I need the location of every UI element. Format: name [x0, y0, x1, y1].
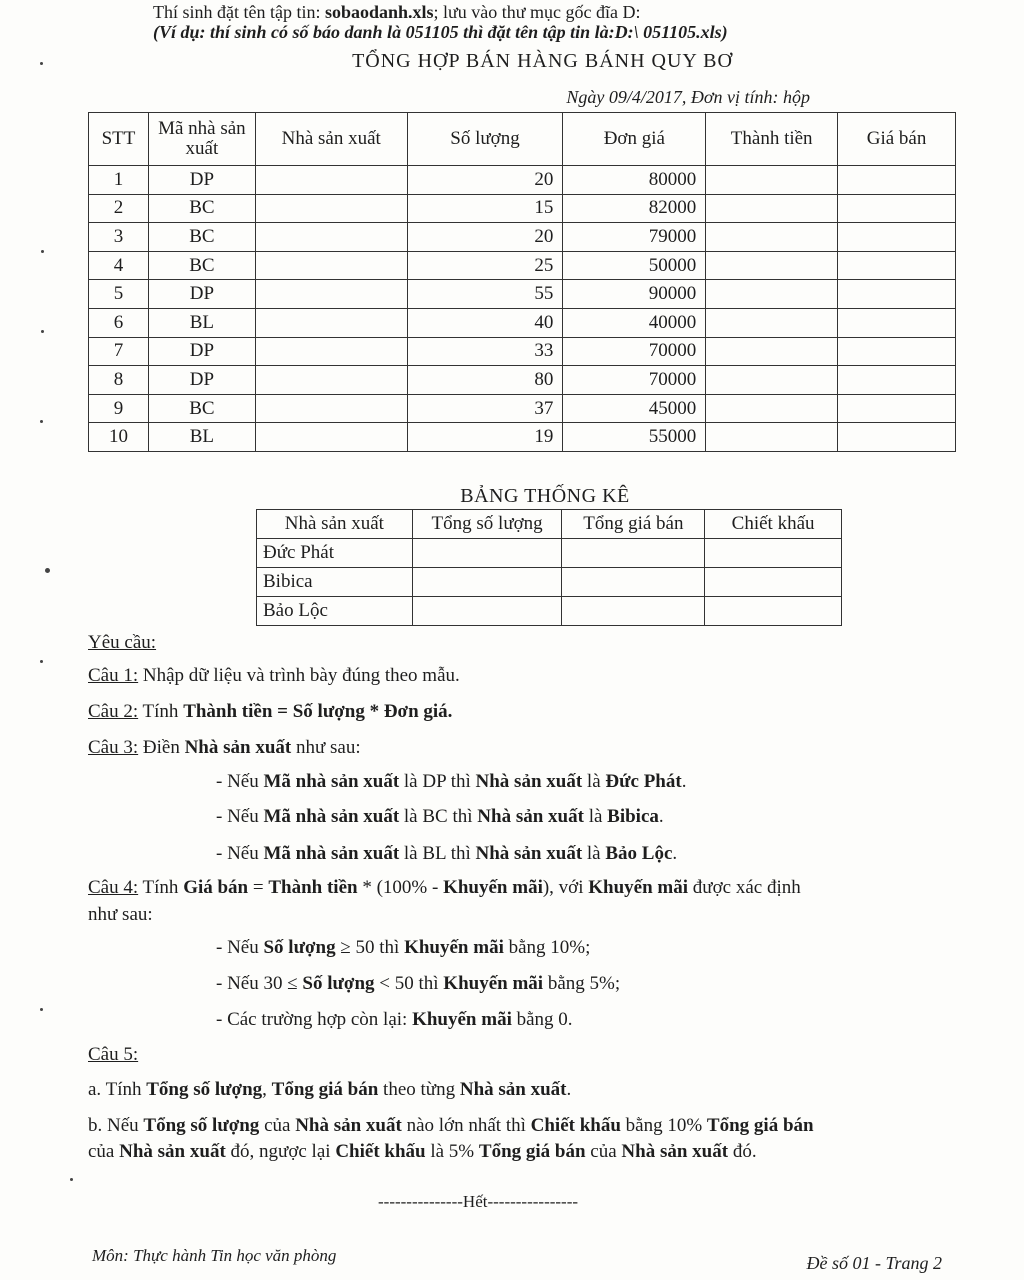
cell-quantity: 19 [407, 423, 563, 452]
stat-row [257, 597, 842, 626]
q4-rule-3: - Các trường hợp còn lại: Khuyến mãi bằng 0. [216, 1009, 573, 1030]
scan-speck [40, 420, 43, 423]
table-row [89, 366, 956, 395]
cell-sale-price [838, 308, 956, 337]
cell-price: 55000 [563, 423, 706, 452]
scan-speck [40, 660, 43, 663]
stat-cell-empty [412, 539, 562, 568]
cell-amount [706, 366, 838, 395]
stat-col-discount: Chiết khấu [705, 510, 842, 539]
stat-cell-empty [562, 597, 705, 626]
cell-producer [255, 366, 407, 395]
cell-producer [255, 394, 407, 423]
stat-cell-empty [562, 568, 705, 597]
cell-sale-price [838, 366, 956, 395]
scan-speck [40, 62, 43, 65]
cell-sale-price [838, 394, 956, 423]
table-row [89, 223, 956, 252]
question-2: Câu 2: Tính Thành tiền = Số lượng * Đơn giá. [88, 701, 453, 722]
cell-stt: 3 [89, 223, 149, 252]
cell-amount [706, 280, 838, 309]
cell-quantity: 37 [407, 394, 563, 423]
footer-subject: Môn: Thực hành Tin học văn phòng [92, 1246, 337, 1265]
col-header-sale-price: Giá bán [838, 113, 956, 166]
cell-amount [706, 423, 838, 452]
question-5b-line1: b. Nếu Tổng số lượng của Nhà sản xuất nào lớn nhất thì Chiết khấu bằng 10% Tổng giá bán [88, 1115, 814, 1136]
cell-amount [706, 251, 838, 280]
q3-rule-dp: - Nếu Mã nhà sản xuất là DP thì Nhà sản xuất là Đức Phát. [216, 771, 687, 792]
cell-sale-price [838, 251, 956, 280]
requirements-heading: Yêu cầu: [88, 632, 157, 653]
cell-quantity: 40 [407, 308, 563, 337]
cell-stt: 8 [89, 366, 149, 395]
cell-code: BC [148, 223, 255, 252]
cell-stt: 7 [89, 337, 149, 366]
stat-cell-producer: Bảo Lộc [257, 597, 413, 626]
cell-quantity: 25 [407, 251, 563, 280]
scan-speck [40, 1008, 43, 1011]
cell-code: BC [148, 194, 255, 223]
stat-col-total-sale: Tổng giá bán [562, 510, 705, 539]
cell-producer [255, 308, 407, 337]
question-4: Câu 4: Tính Giá bán = Thành tiền * (100% - Khuyến mãi), với Khuyến mãi được xác định [88, 877, 801, 898]
col-header-amount: Thành tiền [706, 113, 838, 166]
scan-speck [41, 330, 44, 333]
cell-amount [706, 308, 838, 337]
cell-quantity: 15 [407, 194, 563, 223]
stat-col-total-qty: Tổng số lượng [412, 510, 562, 539]
cell-price: 45000 [563, 394, 706, 423]
cell-amount [706, 166, 838, 195]
cell-sale-price [838, 223, 956, 252]
cell-code: BC [148, 394, 255, 423]
cell-code: BL [148, 308, 255, 337]
question-5: Câu 5: [88, 1044, 139, 1065]
stat-cell-empty [412, 597, 562, 626]
cell-sale-price [838, 423, 956, 452]
stat-col-producer: Nhà sản xuất [257, 510, 413, 539]
col-header-producer: Nhà sản xuất [255, 113, 407, 166]
table-row [89, 166, 956, 195]
stat-row [257, 568, 842, 597]
cell-price: 79000 [563, 223, 706, 252]
table-row [89, 337, 956, 366]
col-header-code: Mã nhà sản xuất [148, 113, 255, 166]
stat-row [257, 539, 842, 568]
cell-sale-price [838, 337, 956, 366]
stat-cell-empty [705, 597, 842, 626]
table-row [89, 280, 956, 309]
stat-cell-producer: Đức Phát [257, 539, 413, 568]
cell-code: BL [148, 423, 255, 452]
sales-table [88, 112, 956, 452]
stat-cell-empty [705, 539, 842, 568]
table-row [89, 423, 956, 452]
cell-stt: 5 [89, 280, 149, 309]
cell-sale-price [838, 194, 956, 223]
table-row [89, 308, 956, 337]
cell-price: 70000 [563, 366, 706, 395]
cell-stt: 9 [89, 394, 149, 423]
cell-producer [255, 251, 407, 280]
cell-stt: 2 [89, 194, 149, 223]
cell-quantity: 20 [407, 166, 563, 195]
instruction-line-2: (Ví dụ: thí sinh có số báo danh là 051105 thì đặt tên tập tin là:D:\ 051105.xls) [153, 22, 728, 42]
table-row [89, 251, 956, 280]
cell-producer [255, 166, 407, 195]
q3-rule-bc: - Nếu Mã nhà sản xuất là BC thì Nhà sản xuất là Bibica. [216, 806, 664, 827]
cell-amount [706, 337, 838, 366]
question-3: Câu 3: Điền Nhà sản xuất như sau: [88, 737, 361, 758]
instruction-line-1: Thí sinh đặt tên tập tin: sobaodanh.xls; lưu vào thư mục gốc đĩa D: [153, 2, 641, 22]
cell-sale-price [838, 280, 956, 309]
table-row [89, 394, 956, 423]
cell-price: 50000 [563, 251, 706, 280]
stat-cell-empty [412, 568, 562, 597]
cell-stt: 4 [89, 251, 149, 280]
scan-speck [70, 1178, 73, 1181]
cell-code: DP [148, 280, 255, 309]
cell-quantity: 55 [407, 280, 563, 309]
footer-page: Đề số 01 - Trang 2 [806, 1253, 942, 1273]
cell-quantity: 80 [407, 366, 563, 395]
cell-price: 80000 [563, 166, 706, 195]
cell-amount [706, 394, 838, 423]
cell-sale-price [838, 166, 956, 195]
cell-producer [255, 337, 407, 366]
col-header-stt: STT [89, 113, 149, 166]
cell-quantity: 33 [407, 337, 563, 366]
q4-rule-2: - Nếu 30 ≤ Số lượng < 50 thì Khuyến mãi bằng 5%; [216, 973, 621, 994]
cell-producer [255, 423, 407, 452]
table-row [89, 194, 956, 223]
cell-stt: 6 [89, 308, 149, 337]
date-unit-line: Ngày 09/4/2017, Đơn vị tính: hộp [566, 87, 810, 107]
table-header-row [89, 113, 956, 166]
col-header-price: Đơn giá [563, 113, 706, 166]
stat-cell-empty [562, 539, 705, 568]
cell-code: DP [148, 166, 255, 195]
stat-header-row [257, 510, 842, 539]
cell-code: BC [148, 251, 255, 280]
q3-rule-bl: - Nếu Mã nhà sản xuất là BL thì Nhà sản xuất là Bảo Lộc. [216, 843, 678, 864]
cell-amount [706, 223, 838, 252]
cell-code: DP [148, 337, 255, 366]
scan-speck [41, 250, 44, 253]
document-title: TỔNG HỢP BÁN HÀNG BÁNH QUY BƠ [352, 50, 733, 72]
cell-producer [255, 280, 407, 309]
question-5a: a. Tính Tổng số lượng, Tổng giá bán theo từng Nhà sản xuất. [88, 1079, 572, 1100]
cell-code: DP [148, 366, 255, 395]
col-header-quantity: Số lượng [407, 113, 563, 166]
question-1: Câu 1: Nhập dữ liệu và trình bày đúng theo mẫu. [88, 665, 460, 686]
scan-speck [45, 568, 50, 573]
q4-rule-1: - Nếu Số lượng ≥ 50 thì Khuyến mãi bằng 10%; [216, 937, 591, 958]
stat-cell-producer: Bibica [257, 568, 413, 597]
stats-table [256, 509, 842, 626]
cell-price: 82000 [563, 194, 706, 223]
stat-cell-empty [705, 568, 842, 597]
cell-producer [255, 223, 407, 252]
cell-price: 70000 [563, 337, 706, 366]
question-4-cont: như sau: [88, 904, 153, 925]
filename: sobaodanh.xls [324, 2, 434, 22]
end-mark: ---------------Hết---------------- [378, 1192, 579, 1211]
question-5b-line2: của Nhà sản xuất đó, ngược lại Chiết khấu là 5% Tổng giá bán của Nhà sản xuất đó. [88, 1141, 757, 1162]
cell-producer [255, 194, 407, 223]
cell-stt: 1 [89, 166, 149, 195]
cell-quantity: 20 [407, 223, 563, 252]
cell-amount [706, 194, 838, 223]
cell-stt: 10 [89, 423, 149, 452]
cell-price: 40000 [563, 308, 706, 337]
cell-price: 90000 [563, 280, 706, 309]
stat-table-title: BẢNG THỐNG KÊ [460, 485, 630, 507]
